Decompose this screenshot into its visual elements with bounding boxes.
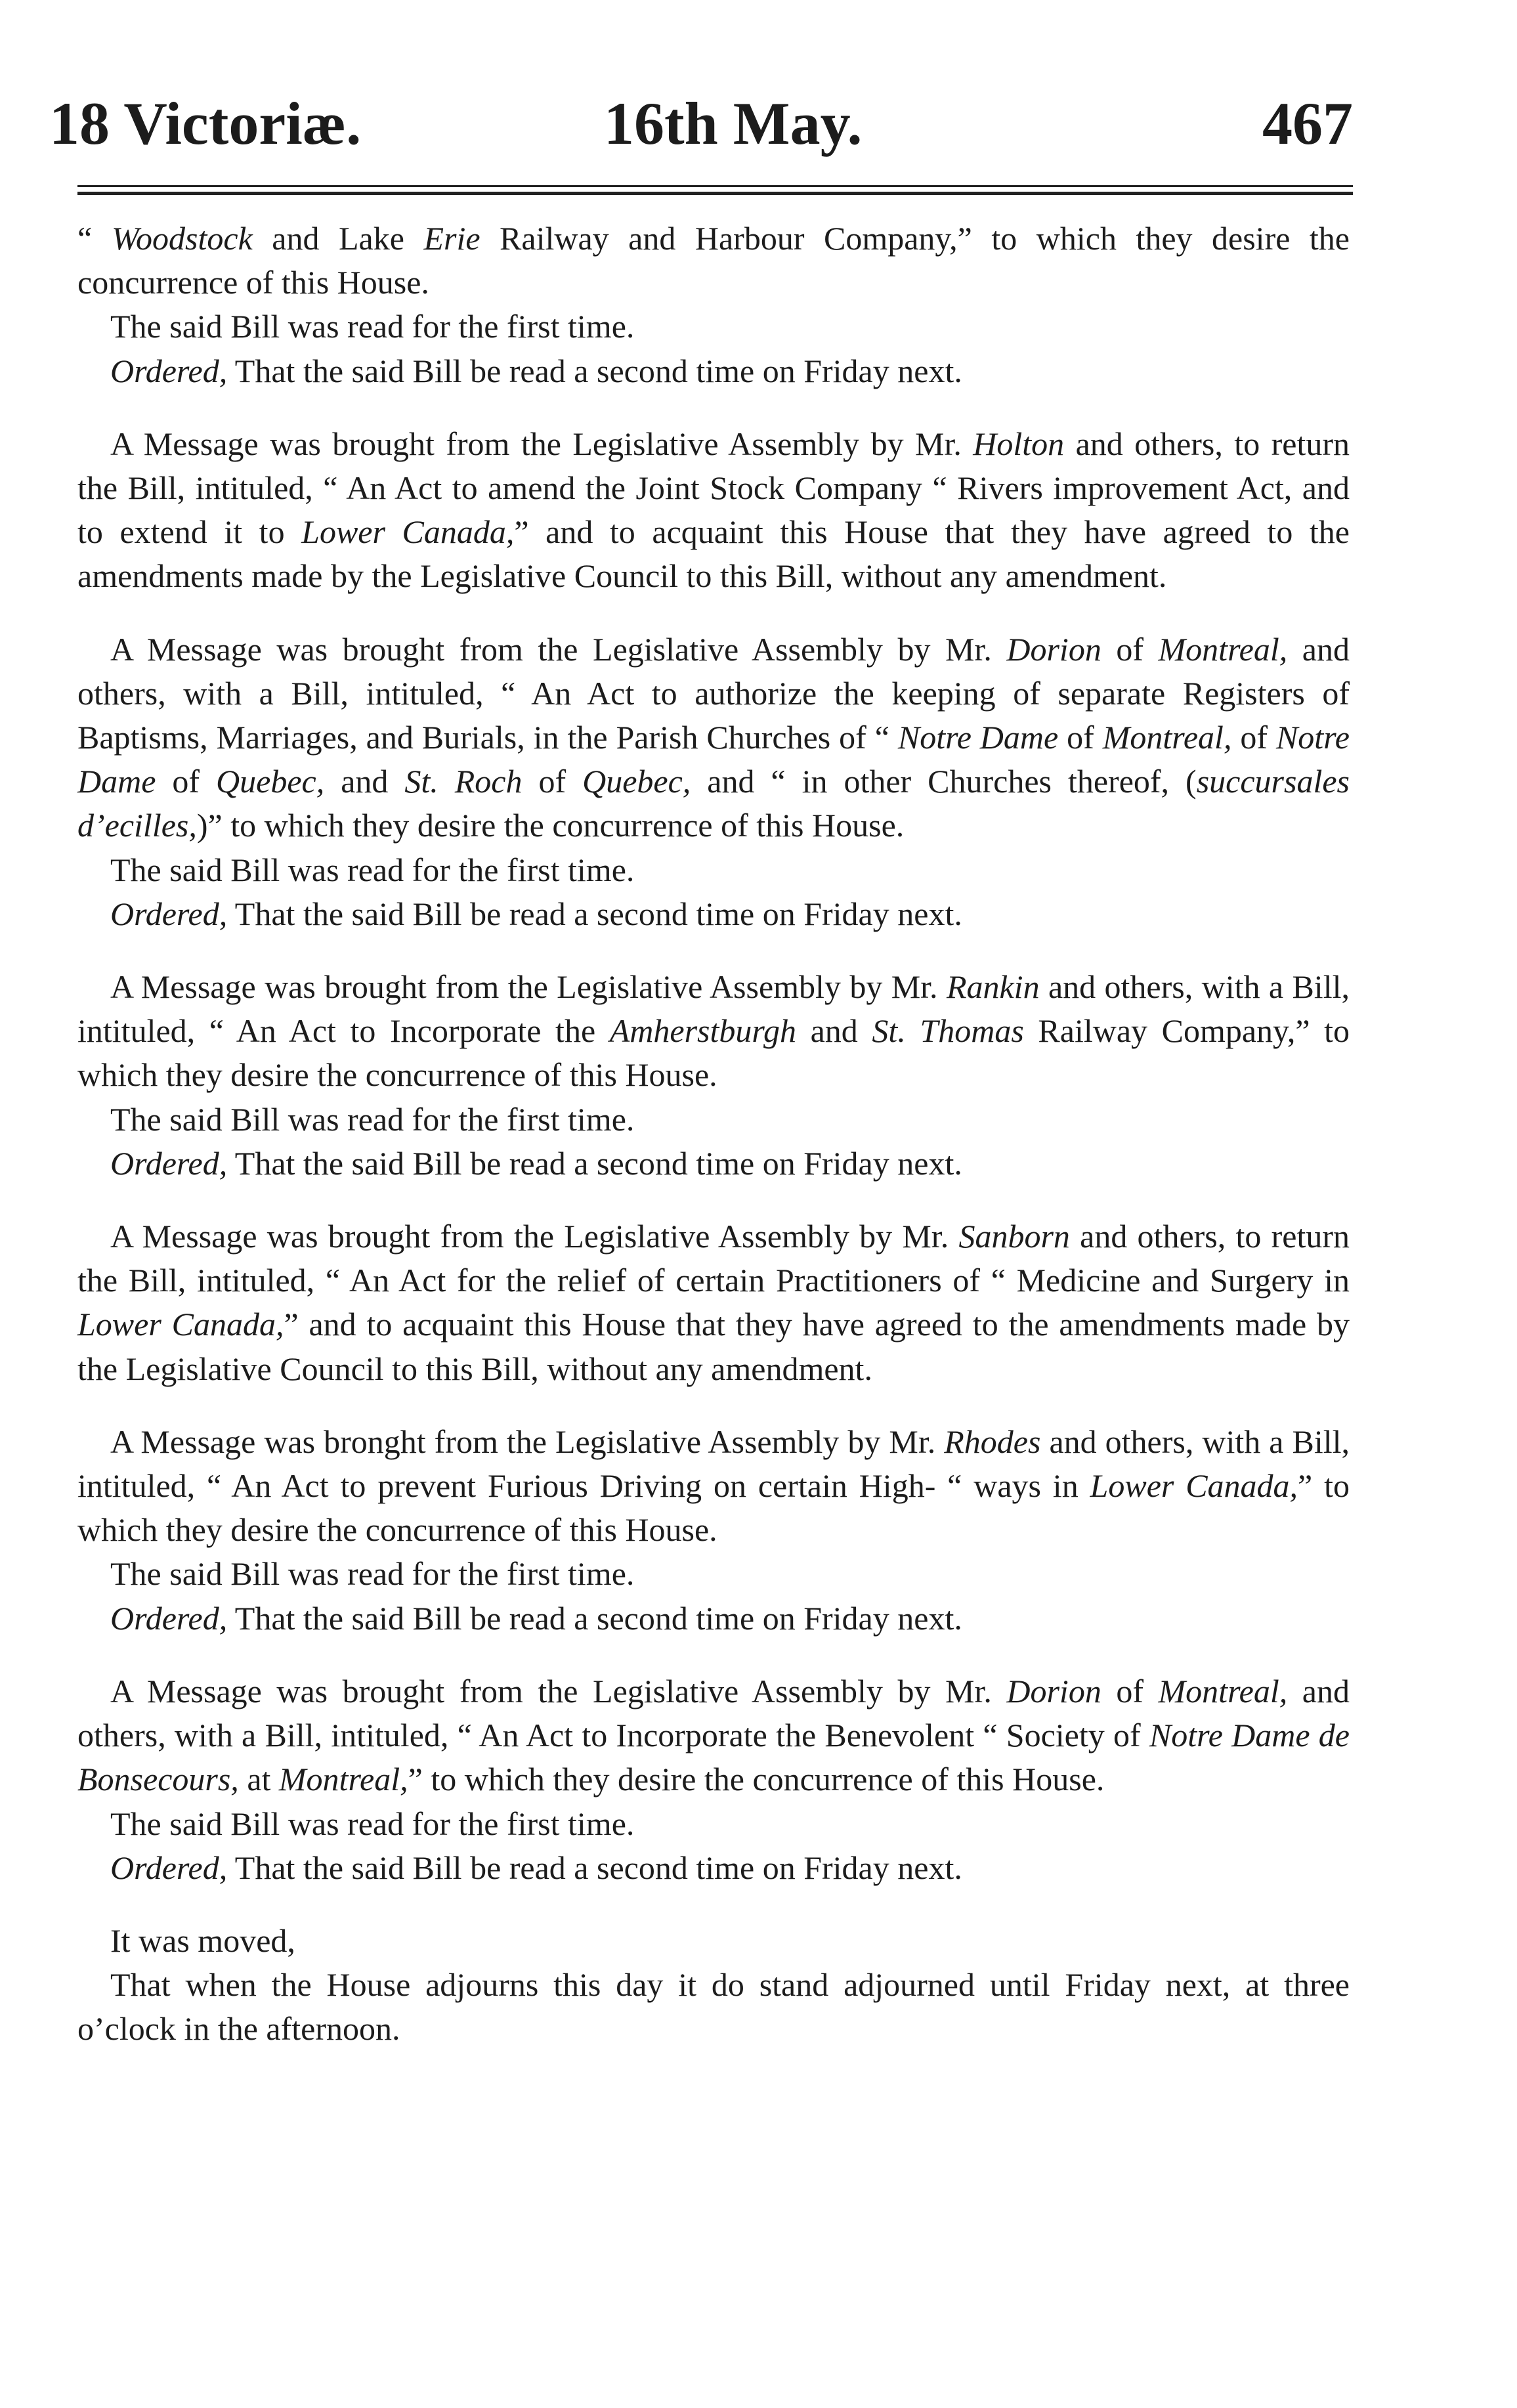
entry-amherstburgh-railway-bill bbox=[77, 965, 1350, 1186]
paragraph-ordered: Ordered, That the said Bill be read a second time on Friday next. bbox=[110, 1599, 962, 1637]
header-date: 16th May. bbox=[604, 90, 863, 157]
paragraph-ordered: Ordered, That the said Bill be read a second time on Friday next. bbox=[110, 895, 962, 932]
entry-furious-driving-bill bbox=[77, 1420, 1350, 1641]
paragraph-message: A Message was brought from the Legislative Assembly by Mr. Rankin and others, with a Bill, intituled, “ An Act to Incorporate the Amherstburgh and St. Thomas Railway Company,” to which they desire the concurrence of this House. bbox=[77, 968, 1350, 1094]
journal-body bbox=[77, 217, 1350, 2052]
entry-medical-practitioners-bill bbox=[77, 1215, 1350, 1391]
entry-adjournment-motion bbox=[77, 1919, 1350, 2052]
paragraph-message: A Message was bronght from the Legislative Assembly by Mr. Rhodes and others, with a Bill, intituled, “ An Act to prevent Furious Driving on certain High- “ ways in Lower Canada,” to which they desire the concurrence of this House. bbox=[77, 1423, 1350, 1549]
header-session: 18 Victoriæ. bbox=[49, 90, 362, 157]
header-page-number: 467 bbox=[1262, 90, 1353, 157]
entry-registers-bill bbox=[77, 628, 1350, 936]
paragraph-first-reading: The said Bill was read for the first time. bbox=[110, 1805, 635, 1842]
paragraph-continuation: “ Woodstock and Lake Erie Railway and Harbour Company,” to which they desire the concurrence of this House. bbox=[77, 220, 1350, 301]
paragraph-first-reading: The said Bill was read for the first time. bbox=[110, 308, 635, 345]
paragraph-first-reading: The said Bill was read for the first time. bbox=[110, 851, 635, 888]
entry-woodstock-railway-bill bbox=[77, 217, 1350, 393]
paragraph-first-reading: The said Bill was read for the first time. bbox=[110, 1100, 635, 1138]
entry-benevolent-society-bill bbox=[77, 1669, 1350, 1890]
paragraph-first-reading: The said Bill was read for the first time. bbox=[110, 1555, 635, 1593]
running-header bbox=[49, 77, 1353, 169]
paragraph-adjournment: That when the House adjourns this day it do stand adjourned until Friday next, at three o’clock in the afternoon. bbox=[77, 1966, 1350, 2048]
paragraph-ordered: Ordered, That the said Bill be read a second time on Friday next. bbox=[110, 1144, 962, 1182]
paragraph-ordered: Ordered, That the said Bill be read a second time on Friday next. bbox=[110, 352, 962, 389]
entry-joint-stock-company-bill bbox=[77, 422, 1350, 599]
paragraph-ordered: Ordered, That the said Bill be read a second time on Friday next. bbox=[110, 1849, 962, 1886]
paragraph-message: A Message was brought from the Legislative Assembly by Mr. Sanborn and others, to return the Bill, intituled, “ An Act for the relief of certain Practitioners of “ Medicine and Surgery in Lower Canada,” and to acquaint this House that they have agreed to the amendments made by the Legislative Council to this Bill, without any amendment. bbox=[77, 1218, 1350, 1387]
paragraph-message: A Message was brought from the Legislative Assembly by Mr. Dorion of Montreal, and others, with a Bill, intituled, “ An Act to authorize the keeping of separate Registers of Baptisms, Marriages, and Burials, in the Parish Churches of “ Notre Dame of Montreal, of Notre Dame of Quebec, and St. Roch of Quebec, and “ in other Churches thereof, (succursales d’ecilles,)” to which they desire the concurrence of this House. bbox=[77, 630, 1350, 844]
paragraph-message: A Message was brought from the Legislative Assembly by Mr. Holton and others, to return the Bill, intituled, “ An Act to amend the Joint Stock Company “ Rivers improvement Act, and to extend it to Lower Canada,” and to acquaint this House that they have agreed to the amendments made by the Legislative Council to this Bill, without any amendment. bbox=[77, 425, 1350, 595]
paragraph-message: A Message was brought from the Legislative Assembly by Mr. Dorion of Montreal, and others, with a Bill, intituled, “ An Act to Incorporate the Benevolent “ Society of Notre Dame de Bonsecours, at Montreal,” to which they desire the concurrence of this House. bbox=[77, 1672, 1350, 1798]
header-rule-thick bbox=[77, 192, 1353, 195]
paragraph-moved: It was moved, bbox=[110, 1922, 295, 1959]
header-rule-thin bbox=[77, 185, 1353, 187]
